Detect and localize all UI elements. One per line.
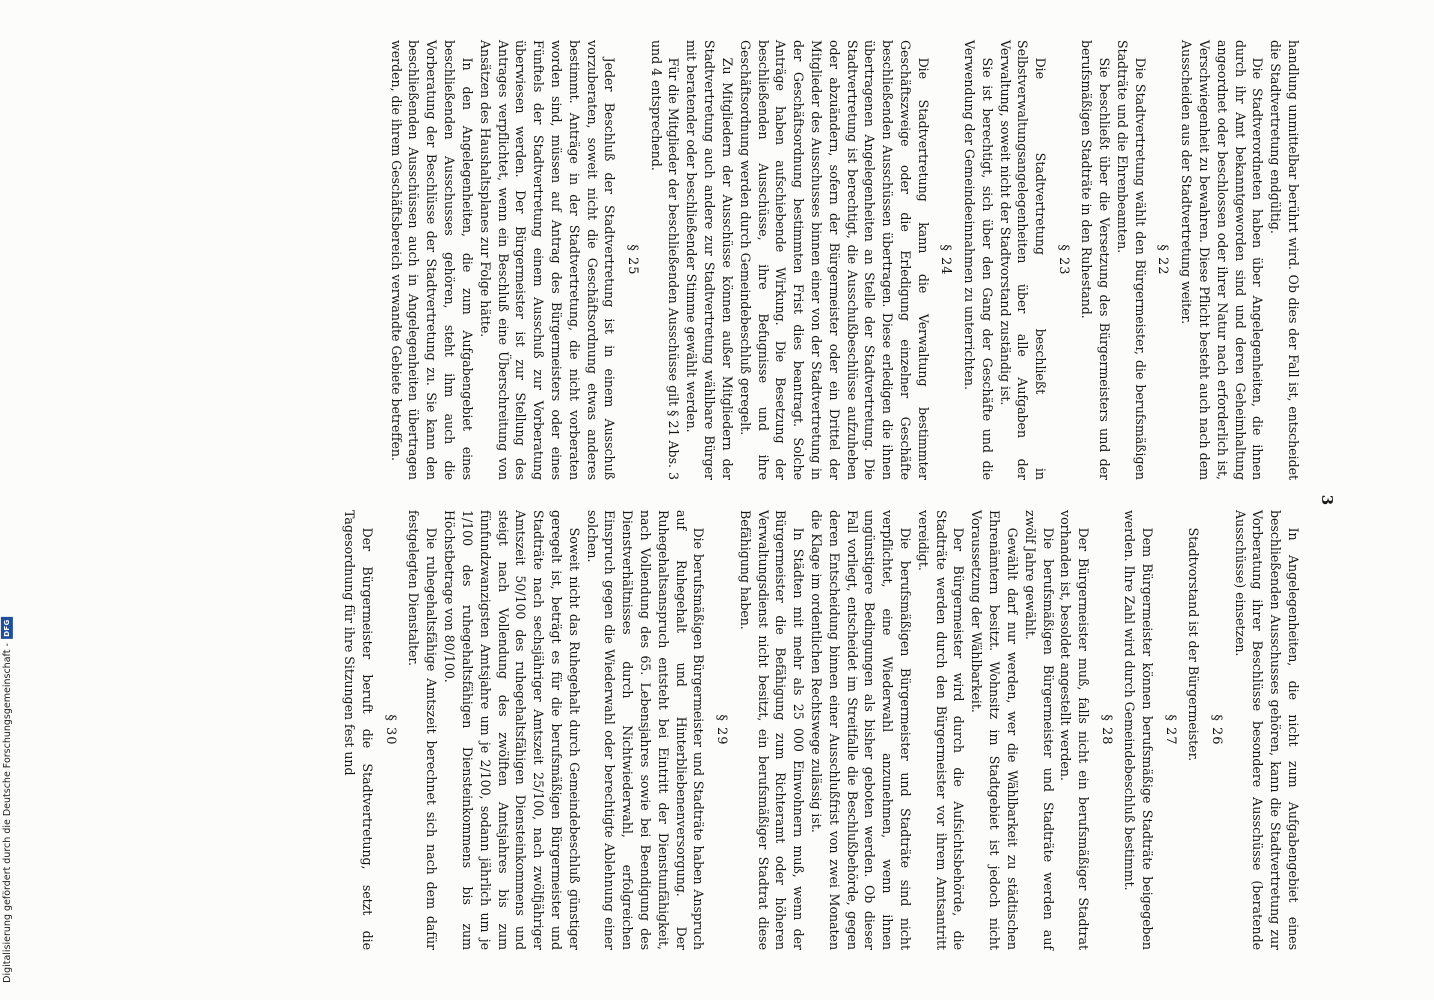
- section-23: [960, 40, 1071, 480]
- section-27: [1121, 510, 1179, 950]
- paragraph: Der Bürgermeister muß, falls nicht ein berufsmäßiger Stadtrat vorhanden ist, besoldet angestellt werden.: [1058, 510, 1092, 950]
- paragraph: handlung unmittelbar berührt wird. Ob dies der Fall ist, entscheidet die Stadtvertretung endgültig.: [1268, 40, 1301, 480]
- page-wrapper: [140, 40, 1336, 960]
- paragraph: Die ruhegehaltsfähige Amtszeit berechnet sich nach dem dafür festgelegten Dienstalter.: [406, 510, 440, 950]
- section-heading: § 28: [1098, 714, 1114, 746]
- section-26: [1185, 510, 1225, 950]
- paragraph: Der Bürgermeister wird durch die Aufsichtsbehörde, die Stadträte werden durch den Bürgermeister vor ihrem Amtsantritt vereidigt.: [915, 510, 967, 950]
- section-heading: § 29: [713, 714, 729, 746]
- paragraph: Die berufsmäßigen Bürgermeister und Stadträte werden auf zwölf Jahre gewählt.: [1022, 510, 1056, 950]
- section-28: [736, 510, 1115, 950]
- section-heading: § 23: [1055, 244, 1071, 276]
- section-heading: § 27: [1162, 714, 1178, 746]
- paragraph: Jeder Beschluß der Stadtvertretung ist in einem Ausschuß vorzuberaten, soweit nicht die Geschäftsordnung etwas anderes bestimmt. Anträge in der Stadtvertretung, die nicht vorberaten worden sind, müssen auf Antrag des Bürgermeisters oder eines Fünftels der Stadtvertretung einem Ausschuß zur Vorberatung überwiesen werden. Der Bürgermeister ist zur Stellung des Antrages verpflichtet, wenn ein Beschluß eine Überschreitung von Ansätzen des Haushaltsplanes zur Folge hätte.: [477, 40, 618, 480]
- page-number: 3: [1318, 494, 1336, 506]
- section-heading: § 25: [624, 244, 640, 276]
- rotated-document-page: [140, 40, 1336, 960]
- section-30: [341, 510, 399, 950]
- paragraph: Sie beschließt über die Versetzung des Bürgermeisters und der berufsmäßigen Stadträte in den Ruhestand.: [1079, 40, 1113, 480]
- paragraph: Die Stadtvertretung wählt den Bürgermeister, die berufsmäßigen Stadträte und die Ehrenbeamten.: [1115, 40, 1148, 480]
- section-24: [647, 40, 954, 480]
- section-25: [387, 40, 641, 480]
- funding-credit-text: Digitalisierung gefördert durch die Deutsche Forschungsgemeinschaft -: [1, 643, 13, 983]
- paragraph: Sie ist berechtigt, sich über den Gang der Geschäfte und die Verwendung der Gemeindeeinnahmen zu unterrichten.: [962, 40, 995, 480]
- paragraph: Dem Bürgermeister können berufsmäßige Stadträte beigegeben werden. Ihre Zahl wird durch Gemeindebeschluß bestimmt.: [1122, 510, 1156, 950]
- paragraph: In Städten mit mehr als 25 000 Einwohnern muß, wenn der Bürgermeister die Befähigung zum Richteramt oder höheren Verwaltungsdienst nicht besitzt, ein berufsmäßiger Stadtrat diese Befähigung haben.: [737, 510, 807, 950]
- section-22: [1078, 40, 1172, 480]
- paragraph: Die berufsmäßigen Bürgermeister und Stadträte sind nicht verpflichtet, eine Wiederwahl anzunehmen, wenn ihnen ungünstigere Bedingungen als bisher geboten werden. Ob dieser Fall vorliegt, entscheidet im Streitfalle die Beschlußbehörde, gegen deren Entscheidung binnen einer Ausschlußfrist von zwei Monaten die Klage im ordentlichen Rechtswege zulässig ist.: [808, 510, 914, 950]
- paragraph: Für die Mitglieder der beschließenden Ausschüsse gilt § 21 Abs. 3 und 4 entsprechend.: [648, 40, 682, 480]
- paragraph: Die Stadtvertretung kann die Verwaltung bestimmter Geschäftszweige oder die Erledigung einzelner Geschäfte beschließenden Ausschüssen übertragen. Diese erledigen die ihnen übertragenen Angelegenheiten an Stelle der Stadtvertretung. Die Stadtvertretung ist berechtigt, die Ausschußbeschlüsse aufzuheben oder abzuändern, sofern der Bürgermeister oder ein Drittel der Mitglieder des Ausschusses binnen einer von der Stadtvertretung in der Geschäftsordnung bestimmten Frist dies beantragt. Solche Anträge haben aufschiebende Wirkung. Die Besetzung der beschließenden Ausschüsse, ihre Befugnisse und ihre Geschäftsordnung werden durch Gemeindebeschluß geregelt.: [737, 40, 931, 480]
- right-column: [339, 510, 1302, 950]
- paragraph: In den Angelegenheiten, die zum Aufgabengebiet eines beschließenden Ausschusses gehören, steht ihm auch die Vorberatung der Beschlüsse der Stadtvertretung zu. Sie kann den beschließenden Ausschüssen auch in Angelegenheiten übertragen werden, die ihrem Geschäftsbereich verwandte Gebiete betreffen.: [388, 40, 475, 480]
- paragraph: Die Stadtverordneten haben über Angelegenheiten, die ihnen durch ihr Amt bekanntgeworden sind und deren Geheimhaltung angeordnet oder beschlossen oder ihrer Natur nach erforderlich ist, Verschwiegenheit zu bewahren. Diese Pflicht besteht auch nach dem Ausscheiden aus der Stadtvertretung weiter.: [1179, 40, 1266, 480]
- section-heading: § 26: [1208, 714, 1224, 746]
- section-heading: § 22: [1155, 244, 1171, 276]
- funding-credit: [0, 604, 14, 996]
- section-heading: § 30: [382, 714, 398, 746]
- dfg-logo: DFG: [1, 617, 13, 639]
- paragraph: Die Stadtvertretung beschließt in Selbstverwaltungsangelegenheiten über alle Aufgaben der Verwaltung, soweit nicht der Stadtvorstand zuständig ist.: [997, 40, 1049, 480]
- paragraph: Der Bürgermeister beruft die Stadtvertretung, setzt die Tagesordnung für ihre Sitzungen fest und: [342, 510, 376, 950]
- paragraph: Die berufsmäßigen Bürgermeister und Stadträte haben Anspruch auf Ruhegehalt und Hinterbliebenenversorgung. Der Ruhegehaltsanspruch entsteht bei Eintritt der Dienstunfähigkeit, nach Vollendung des 65. Lebensjahres sowie bei Beendigung des Dienstverhältnisses durch Nichtwiederwahl, erfolgreichen Einspruch gegen die Wiederwahl oder berechtigte Ablehnung einer solchen.: [584, 510, 707, 950]
- paragraph: Zu Mitgliedern der Ausschüsse können außer Mitgliedern der Stadtvertretung auch andere zur Stadtvertretung wählbare Bürger mit beratender oder beschließender Stimme gewählt werden.: [684, 40, 735, 480]
- paragraph: Stadtvorstand ist der Bürgermeister.: [1186, 527, 1202, 762]
- section-heading: § 24: [938, 244, 954, 276]
- paragraph: Soweit nicht das Ruhegehalt durch Gemeindebeschluß günstiger geregelt ist, beträgt es für die berufsmäßigen Bürgermeister und Stadträte nach sechsjähriger Amtszeit 25/100, nach zwölfjähriger Amtszeit 50/100 des ruhegehaltsfähigen Diensteinkommens und steigt nach Vollendung des zwölften Amtsjahres bis zum fünfundzwanzigsten Amtsjahre um je 2/100, sodann jährlich um je 1/100 des ruhegehaltsfähigen Diensteinkommens bis zum Höchstbetrage von 80/100.: [442, 510, 582, 950]
- section-29: [405, 510, 730, 950]
- paragraph: Gewählt darf nur werden, wer die Wählbarkeit zu städtischen Ehrenämtern besitzt. Wohnsitz im Stadtgebiet ist jedoch nicht Voraussetzung der Wählbarkeit.: [969, 510, 1020, 950]
- paragraph: In Angelegenheiten, die nicht zum Aufgabengebiet eines beschließenden Ausschusses gehören, kann die Stadtvertretung zur Vorberatung ihrer Beschlüsse besondere Ausschüsse (beratende Ausschüsse) einsetzen.: [1232, 510, 1301, 950]
- left-column: [385, 40, 1302, 480]
